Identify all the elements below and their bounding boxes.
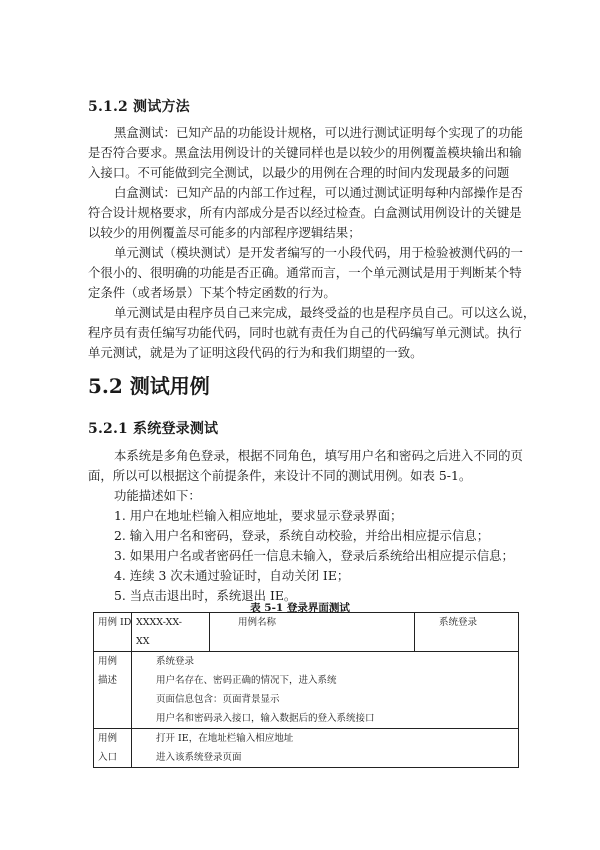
paragraph-line: 个很小的、很明确的功能是否正确。通常而言，一个单元测试是用于判断某个特 xyxy=(88,265,522,280)
name-value-cell xyxy=(415,613,519,652)
entry-label-line2: 入口 xyxy=(98,752,118,763)
paragraph-line: 本系统是多角色登录，根据不同角色，填写用户名和密码之后进入不同的页 xyxy=(114,448,523,463)
paragraph-line: 单元测试是由程序员自己来完成，最终受益的也是程序员自己。可以这么说， xyxy=(114,305,536,320)
paragraph-line: 功能描述如下： xyxy=(114,488,201,503)
id-value-line2: XX xyxy=(136,636,150,647)
desc-content-cell xyxy=(132,652,519,729)
desc-line: 用户名存在、密码正确的情况下，进入系统 xyxy=(156,675,337,686)
name-label: 用例名称 xyxy=(238,617,277,628)
entry-line: 进入该系统登录页面 xyxy=(156,752,242,763)
desc-label-line2: 描述 xyxy=(98,675,118,686)
id-value-line1: XXXX-XX- xyxy=(136,617,182,628)
entry-label-cell xyxy=(94,729,132,768)
id-label: 用例 ID xyxy=(98,617,132,628)
name-label-cell xyxy=(210,613,415,652)
section-heading-5-2: 5.2 测试用例 xyxy=(88,374,210,398)
entry-line: 打开 IE，在地址栏输入相应地址 xyxy=(156,733,294,744)
table-caption: 表 5-1 登录界面测试 xyxy=(250,602,350,614)
paragraph-line: 单元测试（模块测试）是开发者编写的一小段代码，用于检验被测代码的一 xyxy=(114,245,523,260)
paragraph-line: 符合设计规格要求，所有内部成分是否以经过检查。白盒测试用例设计的关键是 xyxy=(88,205,522,220)
id-label-cell xyxy=(94,613,132,652)
desc-line: 用户名和密码录入接口，输入数据后的登入系统接口 xyxy=(156,713,375,724)
list-item: 1. 用户在地址栏输入相应地址，要求显示登录界面； xyxy=(114,508,403,523)
list-item: 5. 当点击退出时，系统退出 IE。 xyxy=(114,588,297,603)
list-item: 4. 连续 3 次未通过验证时，自动关闭 IE； xyxy=(114,568,350,583)
paragraph-line: 单元测试，就是为了证明这段代码的行为和我们期望的一致。 xyxy=(88,345,423,360)
id-value-cell xyxy=(132,613,210,652)
desc-label-line1: 用例 xyxy=(98,656,118,667)
table-row xyxy=(94,652,519,729)
paragraph-line: 白盒测试：已知产品的内部工作过程，可以通过测试证明每种内部操作是否 xyxy=(114,185,523,200)
desc-line: 系统登录 xyxy=(156,656,195,667)
list-item: 3. 如果用户名或者密码任一信息未输入，登录后系统给出相应提示信息； xyxy=(114,548,514,563)
paragraph-line: 定条件（或者场景）下某个特定函数的行为。 xyxy=(88,285,336,300)
section-heading-5-1-2: 5.1.2 测试方法 xyxy=(88,99,190,115)
paragraph-line: 入接口。不可能做到完全测试，以最少的用例在合理的时间内发现最多的问题 xyxy=(88,165,510,180)
paragraph-line: 面，所以可以根据这个前提条件，来设计不同的测试用例。如表 5-1。 xyxy=(88,468,472,483)
use-case-table xyxy=(93,612,519,768)
list-item: 2. 输入用户名和密码，登录，系统自动校验，并给出相应提示信息； xyxy=(114,528,490,543)
desc-label-cell xyxy=(94,652,132,729)
paragraph-line: 程序员有责任编写功能代码，同时也就有责任为自己的代码编写单元测试。执行 xyxy=(88,325,522,340)
desc-line: 页面信息包含：页面背景显示 xyxy=(156,694,280,705)
entry-label-line1: 用例 xyxy=(98,733,118,744)
paragraph-line: 以较少的用例覆盖尽可能多的内部程序逻辑结果； xyxy=(88,225,361,240)
paragraph-line: 黑盒测试：已知产品的功能设计规格，可以进行测试证明每个实现了的功能 xyxy=(114,125,523,140)
entry-content-cell xyxy=(132,729,519,768)
paragraph-line: 是否符合要求。黑盒法用例设计的关键同样也是以较少的用例覆盖模块输出和输 xyxy=(88,145,522,160)
table-row xyxy=(94,613,519,652)
section-heading-5-2-1: 5.2.1 系统登录测试 xyxy=(88,421,219,437)
table-row xyxy=(94,729,519,768)
name-value: 系统登录 xyxy=(439,617,478,628)
